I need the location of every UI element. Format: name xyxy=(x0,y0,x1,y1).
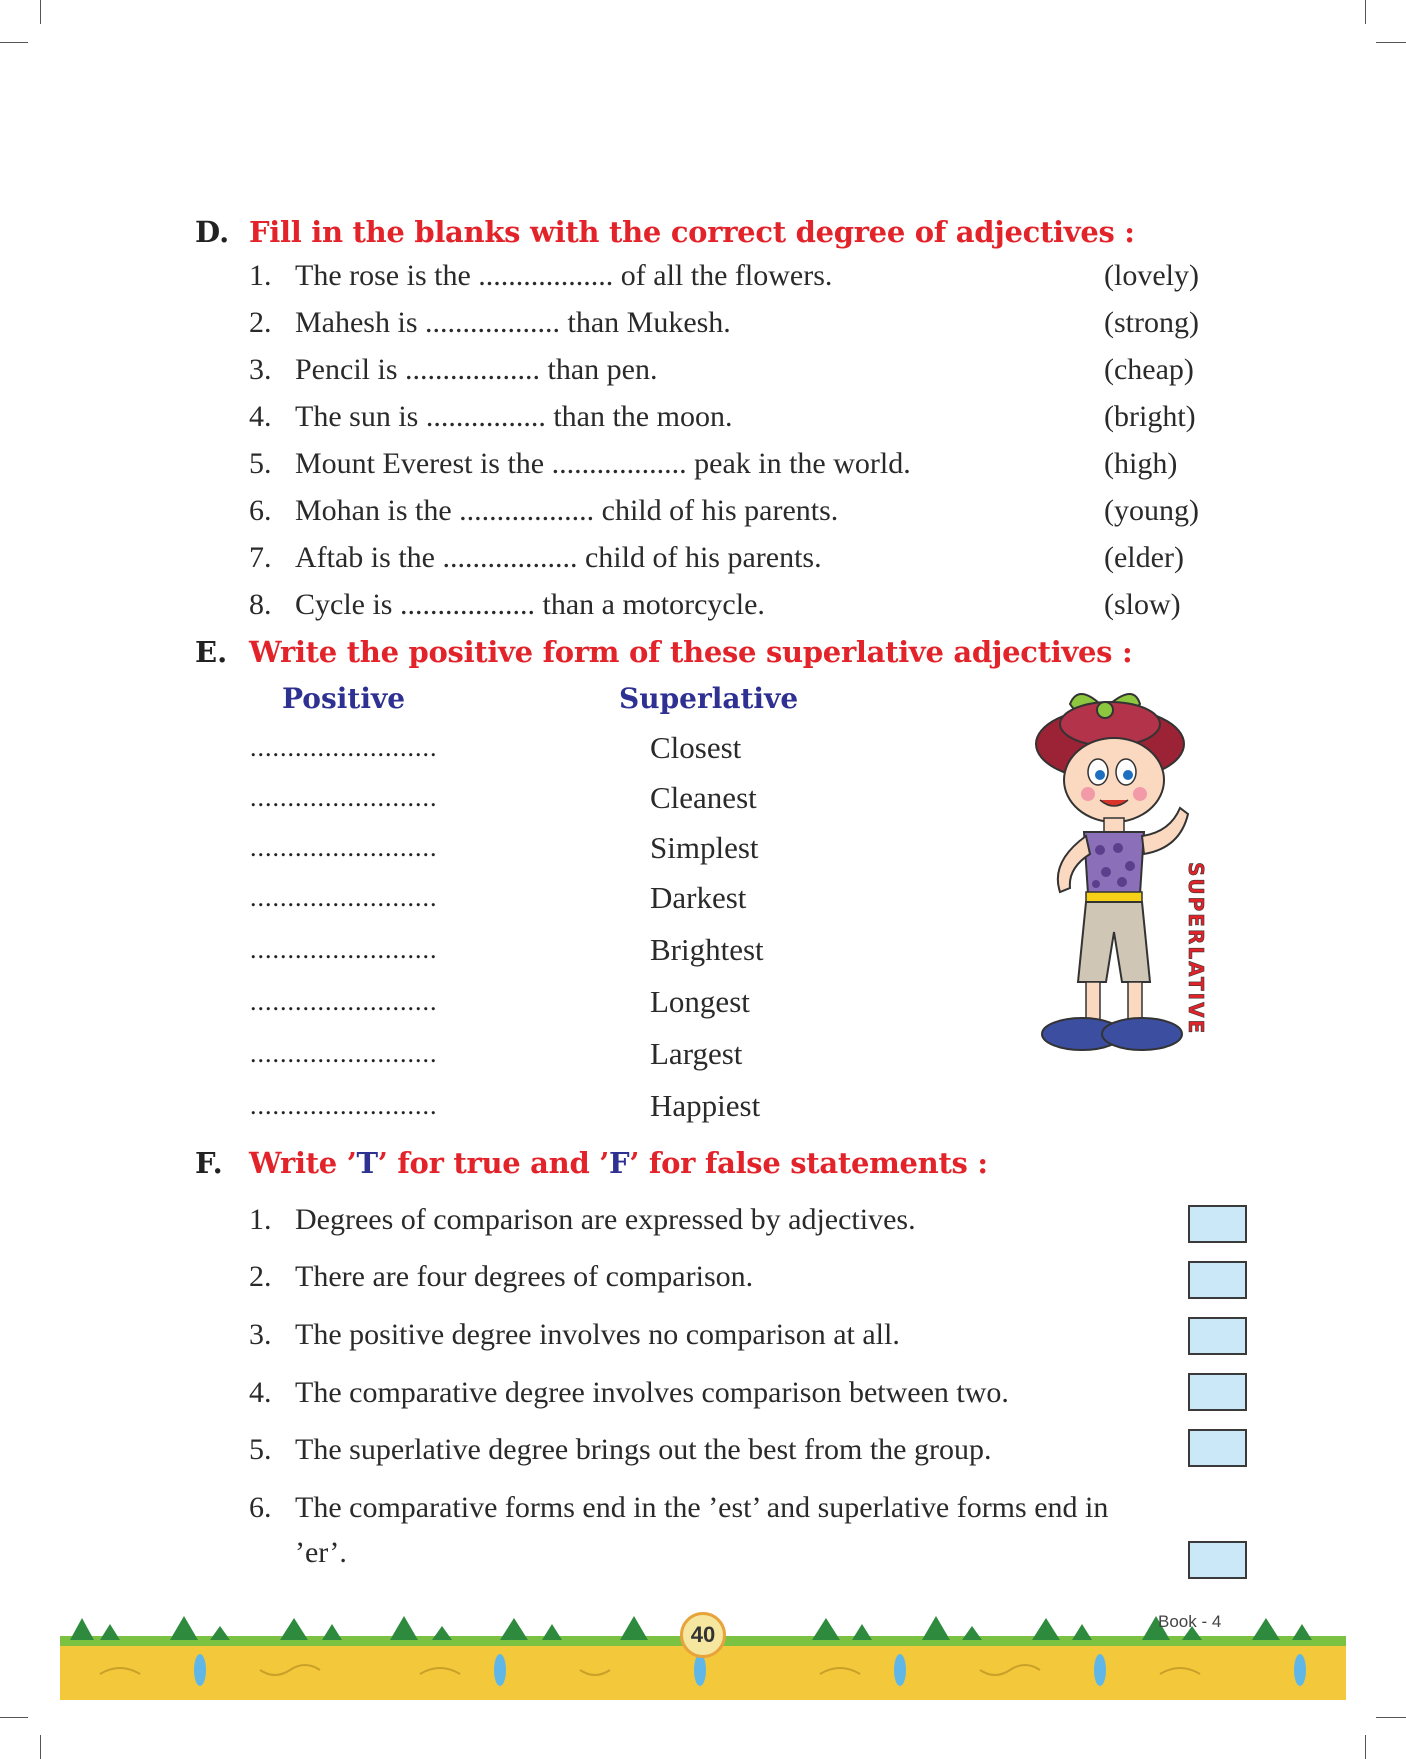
item-number: 4. xyxy=(249,400,272,433)
exercise-d-item-1 xyxy=(249,259,832,293)
item-number: 7. xyxy=(249,541,272,574)
crop-mark xyxy=(1365,1735,1366,1759)
item-number: 5. xyxy=(249,1433,272,1466)
title-text: Write ’ xyxy=(249,1146,357,1180)
exercise-d-hint-7: (elder) xyxy=(1104,541,1184,574)
exercise-d-hint-4: (bright) xyxy=(1104,400,1196,433)
exercise-d-hint-2: (strong) xyxy=(1104,306,1199,339)
exercise-d-item-5 xyxy=(249,447,911,481)
crop-mark xyxy=(40,0,41,24)
exercise-d-item-4 xyxy=(249,400,732,434)
statement-2 xyxy=(249,1260,753,1294)
crop-mark xyxy=(0,1717,28,1718)
book-label: Book - 4 xyxy=(1158,1612,1222,1631)
exercise-d-item-7 xyxy=(249,541,822,575)
item-text: Mount Everest is the .................. peak in the world. xyxy=(295,447,911,480)
item-number: 6. xyxy=(249,1491,272,1524)
section-d-letter: D. xyxy=(195,215,230,249)
superlative-word: Largest xyxy=(650,1036,743,1071)
section-e-letter: E. xyxy=(195,635,228,669)
answer-blank: ......................... xyxy=(250,883,438,912)
item-text: Cycle is .................. than a motorcycle. xyxy=(295,588,765,621)
title-text: ’ for false statements : xyxy=(629,1146,988,1180)
item-text: The rose is the .................. of all the flowers. xyxy=(295,259,833,292)
superlative-word: Longest xyxy=(650,984,750,1019)
exercise-d-item-8 xyxy=(249,588,765,622)
statement-text: The comparative forms end in the ’est’ and superlative forms end in xyxy=(295,1491,1109,1524)
item-number: 3. xyxy=(249,1318,272,1351)
answer-blank: ......................... xyxy=(250,1091,438,1120)
section-d-title: Fill in the blanks with the correct degree of adjectives : xyxy=(249,215,1135,249)
section-f-letter: F. xyxy=(195,1146,223,1180)
column-superlative-heading: Superlative xyxy=(619,682,799,715)
item-text: Mohan is the .................. child of his parents. xyxy=(295,494,839,527)
item-text: The sun is ................ than the moon. xyxy=(295,400,733,433)
statement-6-continued: ’er’. xyxy=(295,1536,347,1569)
section-f-title xyxy=(249,1146,988,1180)
answer-box-6[interactable] xyxy=(1188,1541,1247,1579)
statement-text: The comparative degree involves comparison between two. xyxy=(295,1376,1009,1409)
crop-mark xyxy=(1376,42,1406,43)
crop-mark xyxy=(0,42,28,43)
superlative-word: Closest xyxy=(650,730,742,765)
statement-text: The superlative degree brings out the best from the group. xyxy=(295,1433,992,1466)
statement-6 xyxy=(249,1491,1108,1525)
true-marker: T xyxy=(356,1146,378,1180)
cartoon-girl-illustration xyxy=(1030,682,1250,1064)
statement-text: Degrees of comparison are expressed by adjectives. xyxy=(295,1203,916,1236)
page-number: 40 xyxy=(680,1612,726,1658)
statement-1 xyxy=(249,1203,916,1237)
answer-blank: ......................... xyxy=(250,783,438,812)
item-number: 4. xyxy=(249,1376,272,1409)
item-text: Pencil is .................. than pen. xyxy=(295,353,658,386)
answer-box-1[interactable] xyxy=(1188,1205,1247,1243)
crop-mark xyxy=(1365,0,1366,24)
superlative-label: SUPERLATIVE xyxy=(1184,862,1208,1036)
superlative-word: Simplest xyxy=(650,830,759,865)
item-number: 5. xyxy=(249,447,272,480)
exercise-d-item-3 xyxy=(249,353,657,387)
item-number: 2. xyxy=(249,306,272,339)
section-e-title: Write the positive form of these superlative adjectives : xyxy=(249,635,1133,669)
exercise-d-hint-5: (high) xyxy=(1104,447,1178,480)
item-number: 1. xyxy=(249,1203,272,1236)
statement-5 xyxy=(249,1433,991,1467)
item-number: 8. xyxy=(249,588,272,621)
exercise-d-hint-3: (cheap) xyxy=(1104,353,1194,386)
statement-text: There are four degrees of comparison. xyxy=(295,1260,754,1293)
answer-blank: ......................... xyxy=(250,1039,438,1068)
false-marker: F xyxy=(609,1146,630,1180)
superlative-word: Cleanest xyxy=(650,780,757,815)
answer-box-2[interactable] xyxy=(1188,1261,1247,1299)
answer-blank: ......................... xyxy=(250,833,438,862)
answer-blank: ......................... xyxy=(250,733,438,762)
item-number: 2. xyxy=(249,1260,272,1293)
superlative-word: Darkest xyxy=(650,880,747,915)
statement-3 xyxy=(249,1318,900,1352)
superlative-word: Happiest xyxy=(650,1088,761,1123)
answer-blank: ......................... xyxy=(250,935,438,964)
answer-box-4[interactable] xyxy=(1188,1373,1247,1411)
superlative-word: Brightest xyxy=(650,932,764,967)
title-text: ’ for true and ’ xyxy=(377,1146,610,1180)
crop-mark xyxy=(1376,1717,1406,1718)
answer-box-3[interactable] xyxy=(1188,1317,1247,1355)
exercise-d-hint-1: (lovely) xyxy=(1104,259,1199,292)
item-number: 6. xyxy=(249,494,272,527)
exercise-d-hint-6: (young) xyxy=(1104,494,1199,527)
statement-text: The positive degree involves no comparison at all. xyxy=(295,1318,900,1351)
item-text: Aftab is the .................. child of his parents. xyxy=(295,541,822,574)
item-number: 1. xyxy=(249,259,272,292)
item-text: Mahesh is .................. than Mukesh. xyxy=(295,306,731,339)
exercise-d-hint-8: (slow) xyxy=(1104,588,1181,621)
answer-blank: ......................... xyxy=(250,987,438,1016)
statement-4 xyxy=(249,1376,1009,1410)
item-number: 3. xyxy=(249,353,272,386)
column-positive-heading: Positive xyxy=(282,682,406,715)
exercise-d-item-2 xyxy=(249,306,731,340)
crop-mark xyxy=(40,1735,41,1759)
exercise-d-item-6 xyxy=(249,494,838,528)
answer-box-5[interactable] xyxy=(1188,1429,1247,1467)
